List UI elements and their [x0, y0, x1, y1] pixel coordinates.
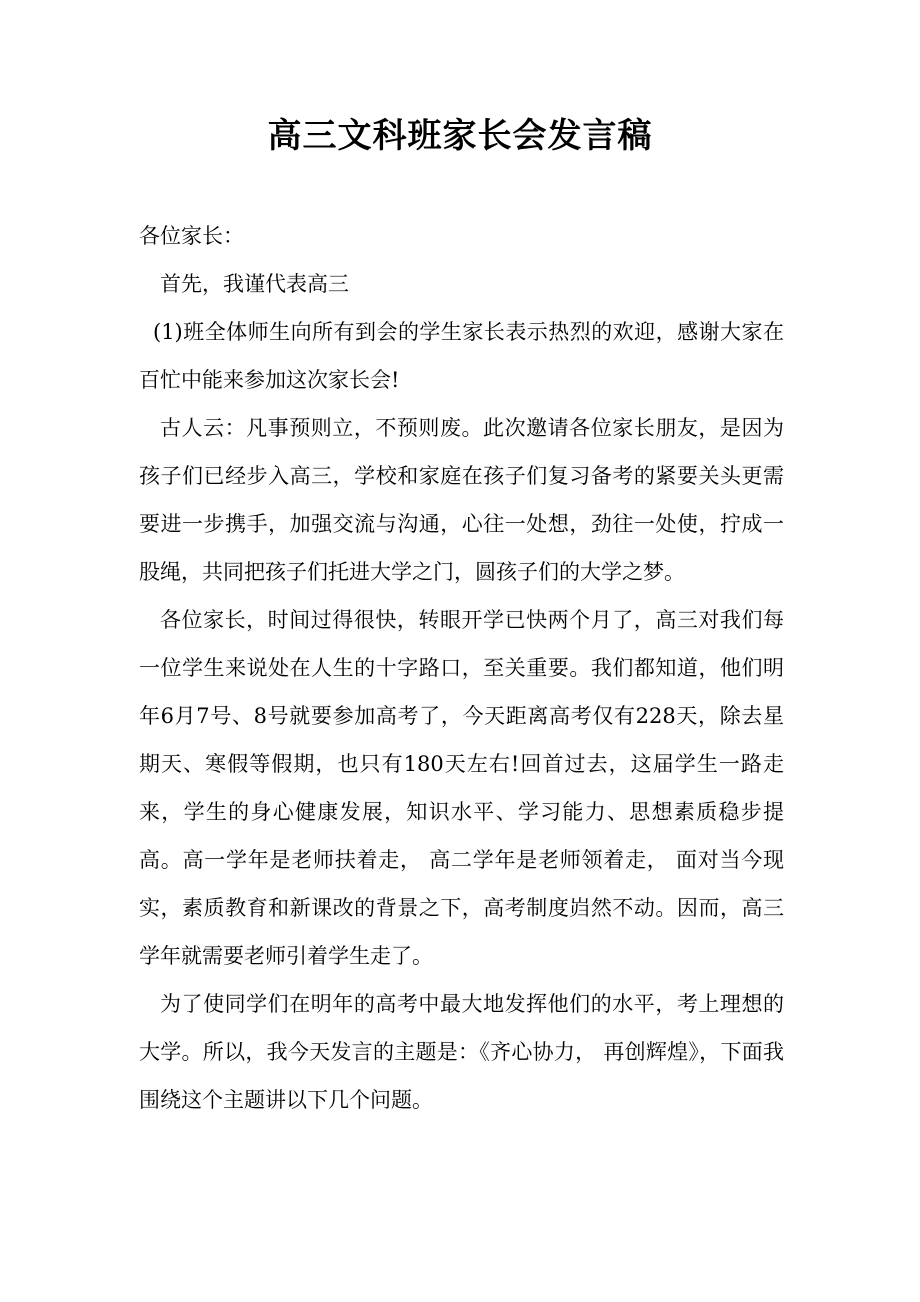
paragraph: (1)班全体师生向所有到会的学生家长表示热烈的欢迎，感谢大家在百忙中能来参加这次家长会!	[139, 320, 784, 392]
paragraph: 各位家长，时间过得很快，转眼开学已快两个月了，高三对我们每一位学生来说处在人生的十字路口，至关重要。我们都知道，他们明年6月7号、8号就要参加高考了，今天距离高考仅有228天，除去星期天、寒假等假期，也只有180天左右!回首过去，这届学生一路走来，学生的身心健康发展，知识水平、学习能力、思想素质稳步提高。高一学年是老师扶着走， 高二学年是老师领着走， 面对当今现实，素质教育和新课改的背景之下，高考制度岿然不动。因而，高三学年就需要老师引着学生走了。	[139, 608, 784, 968]
document-body	[139, 212, 784, 1124]
paragraph: 首先，我谨代表高三	[160, 272, 349, 296]
document-title: 高三文科班家长会发言稿	[267, 116, 653, 156]
paragraph: 古人云：凡事预则立，不预则废。此次邀请各位家长朋友，是因为孩子们已经步入高三，学校和家庭在孩子们复习备考的紧要关头更需要进一步携手，加强交流与沟通，心往一处想，劲往一处使，拧成一股绳，共同把孩子们托进大学之门，圆孩子们的大学之梦。	[139, 416, 784, 584]
salutation: 各位家长：	[139, 224, 244, 248]
paragraph: 为了使同学们在明年的高考中最大地发挥他们的水平，考上理想的大学。所以，我今天发言的主题是：《齐心协力， 再创辉煌》，下面我围绕这个主题讲以下几个问题。	[139, 992, 784, 1112]
